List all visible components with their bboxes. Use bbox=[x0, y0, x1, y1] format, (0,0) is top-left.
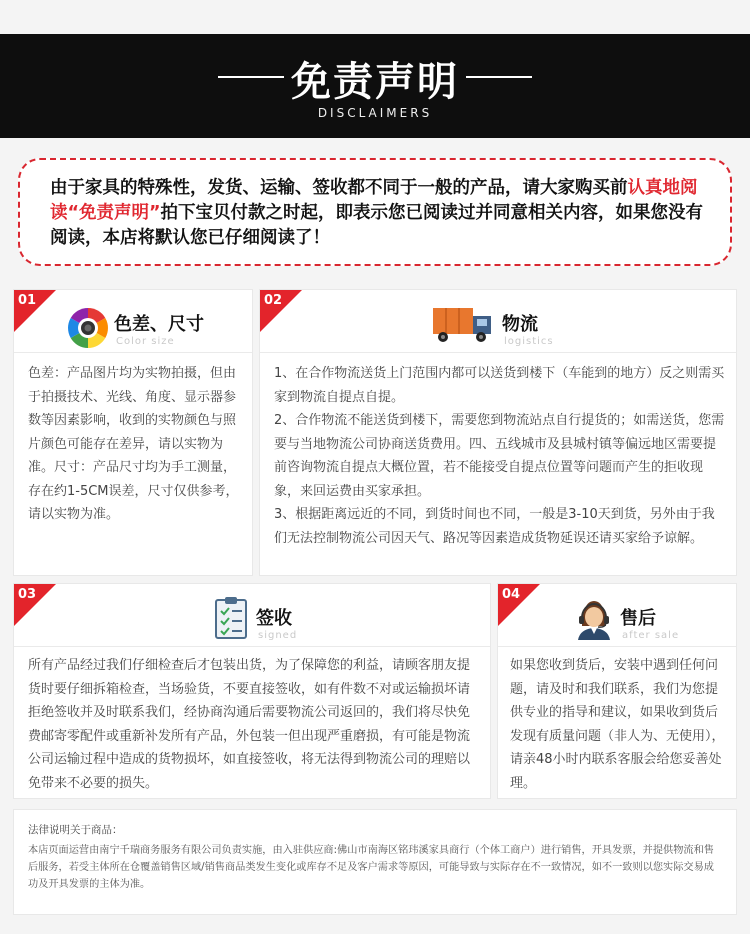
section-divider bbox=[14, 352, 252, 353]
section-color-size bbox=[14, 290, 252, 575]
section-number: 03 bbox=[18, 587, 37, 602]
clipboard-checklist-icon bbox=[214, 596, 248, 640]
section-title: 色差、尺寸 bbox=[114, 314, 204, 335]
notice-box bbox=[18, 158, 732, 266]
section-body: 如果您收到货后，安装中遇到任何问题，请及时和我们联系，我们为您提供专业的指导和建议，如果收到货后发现有质量问题（非人为、无使用），请亲48小时内联系客服会给您妥善处理。 bbox=[510, 658, 725, 791]
section-divider bbox=[498, 646, 736, 647]
notice-text-part2: 拍下宝贝付款之时起，即表示您已阅读过并同意相关内容，如果您没有阅读，本店将默认您已仔细阅读了！ bbox=[50, 203, 704, 248]
disclaimer-header bbox=[0, 34, 750, 138]
notice-highlight: 认真地阅读“免责声明” bbox=[50, 178, 698, 223]
section-body: 1、在合作物流送货上门范围内都可以送货到楼下（车能到的地方）反之则需买家到物流自提点自提。 2、合作物流不能送货到楼下，需要您到物流站点自行提货的；如需送货，您需要与当地物流公司协商送货费用。四、五线城市及县城村镇等偏远地区需要提前咨询物流自提点大概位置，若不能接受自提点位置等问题而产生的拒收现象，来回运费由买家承担。 3、根据距离远近的不同，到货时间也不同，一般是3-10天到货，另外由于我们无法控制物流公司因天气、路况等因素造成货物延误还请买家给予谅解。 bbox=[274, 366, 725, 546]
section-divider bbox=[14, 646, 490, 647]
section-title: 物流 bbox=[502, 314, 538, 335]
section-number: 04 bbox=[502, 587, 521, 602]
notice-text bbox=[50, 176, 710, 251]
legal-heading: 法律说明关于商品： bbox=[28, 824, 123, 836]
section-subtitle: after sale bbox=[622, 630, 680, 641]
section-body: 色差：产品图片均为实物拍摄，但由于拍摄技术、光线、角度、显示器参数等因素影响，收到的实物颜色与照片颜色可能存在差异，请以实物为准。尺寸：产品尺寸均为手工测量，存在约1-5CM误差，尺寸仅供参考，请以实物为准。 bbox=[28, 366, 239, 522]
notice-text-part1: 由于家具的特殊性，发货、运输、签收都不同于一般的产品，请大家购买前 bbox=[50, 178, 628, 198]
section-title: 售后 bbox=[620, 608, 656, 629]
section-signed bbox=[14, 584, 490, 798]
section-body: 所有产品经过我们仔细检查后才包装出货，为了保障您的利益，请顾客朋友提货时要仔细拆箱检查，当场验货，不要直接签收，如有件数不对或运输损坏请拒绝签收并及时联系我们，经协商沟通后需要物流公司返回的，我们将尽快免费邮寄零配件或重新补发所有产品，外包装一但出现严重磨损，有可能是物流公司运输过程中造成的货物损坏，如直接签收，将无法得到物流公司的理赔以免带来不必要的损失。 bbox=[28, 658, 471, 791]
page-subtitle: DISCLAIMERS bbox=[317, 106, 433, 120]
color-wheel-icon bbox=[66, 306, 110, 350]
section-after-sale bbox=[498, 584, 736, 798]
section-subtitle: logistics bbox=[504, 336, 554, 347]
header-rule-right bbox=[466, 76, 532, 78]
section-title: 签收 bbox=[256, 608, 292, 629]
delivery-truck-icon bbox=[432, 306, 494, 344]
legal-body: 本店页面运营由南宁千瑞商务服务有限公司负责实施，由入驻供应商:佛山市南海区铭玮溪家具商行（个体工商户）进行销售，开具发票，并提供物流和售后服务，若受主体所在仓覆盖销售区域/销售商品类发生变化或库存不足及客户需求等原因，可能导致与实际存在不一致情况，如不一致则以您实际交易成功及开具发票的主体为准。 bbox=[28, 845, 714, 890]
section-divider bbox=[260, 352, 736, 353]
section-number: 02 bbox=[264, 293, 283, 308]
customer-service-icon bbox=[574, 596, 614, 640]
section-subtitle: signed bbox=[258, 630, 298, 641]
page-title: 免责声明 bbox=[291, 59, 459, 105]
section-logistics bbox=[260, 290, 736, 575]
legal-notice bbox=[14, 810, 736, 914]
section-number: 01 bbox=[18, 293, 37, 308]
section-subtitle: Color size bbox=[116, 336, 175, 347]
